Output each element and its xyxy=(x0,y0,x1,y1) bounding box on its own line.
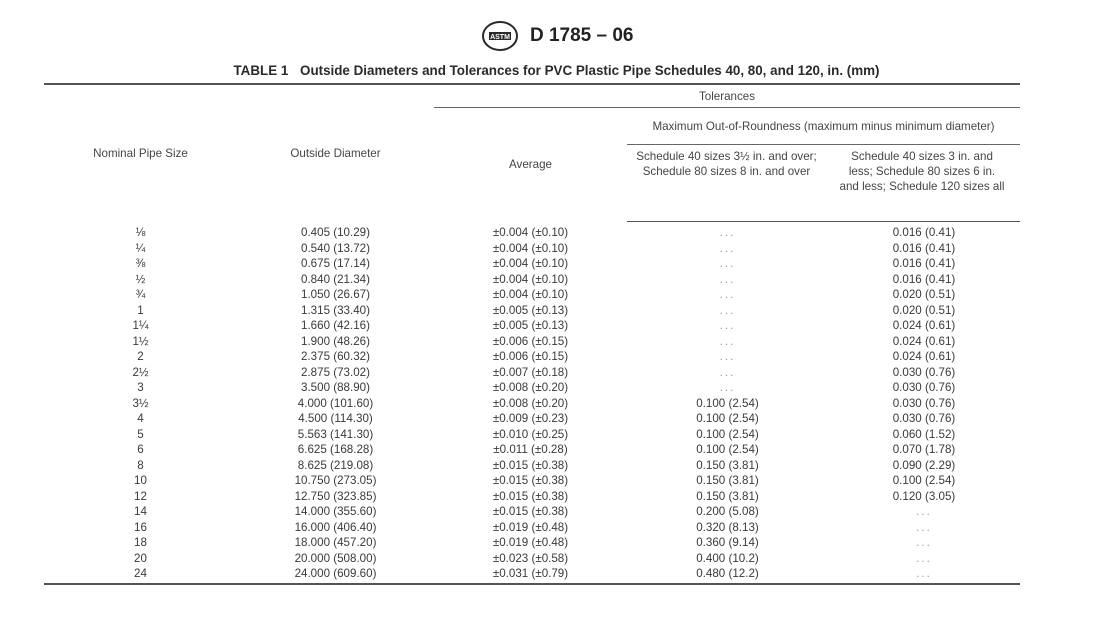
header-average: Average xyxy=(509,158,552,172)
cell-oor-schedule-small: 0.020 (0.51) xyxy=(892,303,956,317)
svg-text:ASTM: ASTM xyxy=(489,34,510,41)
cell-outside-diameter: 0.405 (10.29) xyxy=(301,226,370,239)
cell-nominal-size: ½ xyxy=(135,272,146,286)
cell-nominal-size: 1½ xyxy=(132,334,149,348)
cell-outside-diameter: 14.000 (355.60) xyxy=(294,505,377,519)
cell-oor-schedule-large: ... xyxy=(719,319,736,333)
table-row xyxy=(44,442,1020,458)
header-schedule-large: Schedule 40 sizes 3½ in. and over; Schedule 80 sizes 8 in. and over xyxy=(627,145,828,222)
cell-oor-schedule-large: 0.100 (2.54) xyxy=(696,443,759,457)
cell-oor-schedule-small: 0.030 (0.76) xyxy=(892,396,956,410)
table-row xyxy=(44,489,1020,505)
cell-oor-schedule-small: 0.060 (1.52) xyxy=(892,427,956,441)
table-row xyxy=(44,566,1020,584)
cell-outside-diameter: 2.875 (73.02) xyxy=(301,365,370,379)
cell-outside-diameter: 1.050 (26.67) xyxy=(301,288,370,302)
cell-outside-diameter: 4.000 (101.60) xyxy=(297,396,374,410)
cell-average-tolerance: ±0.023 (±0.58) xyxy=(492,551,569,565)
cell-average-tolerance: ±0.015 (±0.38) xyxy=(492,458,569,472)
cell-oor-schedule-large: ... xyxy=(719,272,736,286)
cell-oor-schedule-small: ... xyxy=(916,520,932,534)
table-row xyxy=(44,256,1020,272)
cell-nominal-size: 1¼ xyxy=(132,319,149,333)
cell-average-tolerance: ±0.008 (±0.20) xyxy=(492,396,569,410)
cell-oor-schedule-small: 0.070 (1.78) xyxy=(892,443,956,457)
table-title: Outside Diameters and Tolerances for PVC Plastic Pipe Schedules 40, 80, and 120, in. (mm) xyxy=(300,63,880,78)
astm-logo-icon xyxy=(480,20,520,52)
cell-average-tolerance: ±0.004 (±0.10) xyxy=(492,272,569,286)
cell-nominal-size: 3 xyxy=(137,381,144,395)
cell-oor-schedule-small: 0.090 (2.29) xyxy=(892,458,956,472)
cell-oor-schedule-large: ... xyxy=(719,288,736,302)
cell-average-tolerance: ±0.031 (±0.79) xyxy=(434,566,627,584)
cell-oor-schedule-small: 0.100 (2.54) xyxy=(892,474,956,488)
document-header xyxy=(0,20,1113,52)
cell-outside-diameter: 0.540 (13.72) xyxy=(301,241,370,255)
cell-oor-schedule-small: 0.030 (0.76) xyxy=(892,365,956,379)
table-body xyxy=(44,222,1020,584)
cell-oor-schedule-large: 0.100 (2.54) xyxy=(696,412,759,426)
cell-outside-diameter: 12.750 (323.85) xyxy=(294,489,377,503)
table-row xyxy=(44,396,1020,412)
cell-oor-schedule-small: 0.016 (0.41) xyxy=(892,272,956,286)
cell-nominal-size: 16 xyxy=(134,520,147,534)
cell-average-tolerance: ±0.019 (±0.48) xyxy=(492,536,569,550)
cell-nominal-size: 1 xyxy=(137,303,144,317)
table-row xyxy=(44,318,1020,334)
cell-oor-schedule-small: 0.024 (0.61) xyxy=(892,350,956,364)
cell-oor-schedule-small: ... xyxy=(916,551,932,565)
table-row xyxy=(44,458,1020,474)
cell-nominal-size: 2½ xyxy=(132,365,149,379)
cell-nominal-size: 3½ xyxy=(132,396,149,410)
pipe-dimensions-table xyxy=(44,83,1020,585)
cell-oor-schedule-large: 0.100 (2.54) xyxy=(696,427,759,441)
table-row xyxy=(44,272,1020,288)
cell-nominal-size: ⅛ xyxy=(135,226,146,239)
cell-oor-schedule-large: 0.400 (10.2) xyxy=(696,551,759,565)
table-row xyxy=(44,303,1020,319)
table-row xyxy=(44,520,1020,536)
cell-outside-diameter: 24.000 (609.60) xyxy=(237,566,434,584)
cell-average-tolerance: ±0.015 (±0.38) xyxy=(492,489,569,503)
cell-nominal-size: ⅜ xyxy=(135,257,146,271)
cell-oor-schedule-small: 0.016 (0.41) xyxy=(892,241,956,255)
cell-nominal-size: ¼ xyxy=(135,241,146,255)
cell-average-tolerance: ±0.015 (±0.38) xyxy=(492,474,569,488)
cell-oor-schedule-large: 0.150 (3.81) xyxy=(696,458,759,472)
cell-oor-schedule-large: ... xyxy=(719,365,736,379)
table-row xyxy=(44,427,1020,443)
cell-outside-diameter: 20.000 (508.00) xyxy=(294,551,377,565)
cell-oor-schedule-large: ... xyxy=(719,350,736,364)
table-row xyxy=(44,349,1020,365)
cell-average-tolerance: ±0.004 (±0.10) xyxy=(492,241,569,255)
cell-average-tolerance: ±0.008 (±0.20) xyxy=(492,381,569,395)
cell-oor-schedule-large: ... xyxy=(719,226,736,240)
cell-average-tolerance: ±0.015 (±0.38) xyxy=(492,505,569,519)
cell-outside-diameter: 0.840 (21.34) xyxy=(301,272,370,286)
table-caption xyxy=(0,63,1113,78)
cell-oor-schedule-large: 0.320 (8.13) xyxy=(696,520,759,534)
table-row xyxy=(44,535,1020,551)
cell-nominal-size: 24 xyxy=(44,566,237,584)
cell-oor-schedule-small: 0.024 (0.61) xyxy=(892,319,956,333)
cell-oor-schedule-small: 0.030 (0.76) xyxy=(892,381,956,395)
cell-oor-schedule-large: 0.200 (5.08) xyxy=(696,505,759,519)
cell-nominal-size: 8 xyxy=(137,458,144,472)
cell-oor-schedule-small: 0.030 (0.76) xyxy=(892,412,956,426)
cell-oor-schedule-small: ... xyxy=(828,566,1020,584)
cell-nominal-size: 4 xyxy=(137,412,144,426)
cell-outside-diameter: 2.375 (60.32) xyxy=(301,350,370,364)
table-row xyxy=(44,380,1020,396)
cell-oor-schedule-small: 0.120 (3.05) xyxy=(892,489,956,503)
table-row xyxy=(44,222,1020,241)
cell-nominal-size: 18 xyxy=(134,536,147,550)
cell-oor-schedule-small: 0.016 (0.41) xyxy=(892,226,956,240)
cell-oor-schedule-large: 0.360 (9.14) xyxy=(696,536,759,550)
cell-average-tolerance: ±0.005 (±0.13) xyxy=(492,303,569,317)
cell-oor-schedule-large: 0.480 (12.2) xyxy=(627,566,828,584)
cell-oor-schedule-large: 0.100 (2.54) xyxy=(696,396,759,410)
cell-outside-diameter: 10.750 (273.05) xyxy=(294,474,377,488)
header-outside-diameter: Outside Diameter xyxy=(237,84,434,222)
cell-nominal-size: 14 xyxy=(134,505,147,519)
cell-oor-schedule-large: 0.150 (3.81) xyxy=(696,489,759,503)
cell-oor-schedule-small: ... xyxy=(916,505,932,519)
cell-outside-diameter: 0.675 (17.14) xyxy=(301,257,370,271)
header-tolerances: Tolerances xyxy=(434,84,1020,108)
table-row xyxy=(44,411,1020,427)
cell-outside-diameter: 1.315 (33.40) xyxy=(301,303,370,317)
table-number: TABLE 1 xyxy=(233,63,289,78)
table-row xyxy=(44,551,1020,567)
cell-outside-diameter: 3.500 (88.90) xyxy=(301,381,370,395)
header-schedule-small: Schedule 40 sizes 3 in. and less; Schedule 80 sizes 6 in. and less; Schedule 120 sizes all xyxy=(828,145,1020,222)
cell-oor-schedule-large: ... xyxy=(719,303,736,317)
cell-outside-diameter: 18.000 (457.20) xyxy=(294,536,377,550)
cell-outside-diameter: 16.000 (406.40) xyxy=(294,520,377,534)
document-designation: D 1785 – 06 xyxy=(529,25,634,46)
cell-average-tolerance: ±0.005 (±0.13) xyxy=(492,319,569,333)
cell-oor-schedule-large: ... xyxy=(719,257,736,271)
cell-oor-schedule-small: 0.016 (0.41) xyxy=(892,257,956,271)
cell-average-tolerance: ±0.007 (±0.18) xyxy=(492,365,569,379)
table-row xyxy=(44,504,1020,520)
table-row xyxy=(44,473,1020,489)
cell-oor-schedule-large: ... xyxy=(719,381,736,395)
cell-average-tolerance: ±0.006 (±0.15) xyxy=(492,334,569,348)
cell-outside-diameter: 6.625 (168.28) xyxy=(297,443,374,457)
cell-average-tolerance: ±0.004 (±0.10) xyxy=(492,288,569,302)
cell-average-tolerance: ±0.006 (±0.15) xyxy=(492,350,569,364)
table-row xyxy=(44,241,1020,257)
cell-outside-diameter: 8.625 (219.08) xyxy=(297,458,374,472)
cell-outside-diameter: 5.563 (141.30) xyxy=(297,427,374,441)
cell-average-tolerance: ±0.011 (±0.28) xyxy=(493,443,568,457)
cell-outside-diameter: 4.500 (114.30) xyxy=(298,412,373,426)
cell-nominal-size: 20 xyxy=(134,551,147,565)
table-row xyxy=(44,365,1020,381)
cell-nominal-size: 5 xyxy=(137,427,144,441)
cell-average-tolerance: ±0.004 (±0.10) xyxy=(492,257,569,271)
header-nominal-pipe-size: Nominal Pipe Size xyxy=(44,84,237,222)
table-row xyxy=(44,334,1020,350)
cell-outside-diameter: 1.900 (48.26) xyxy=(301,334,370,348)
cell-average-tolerance: ±0.010 (±0.25) xyxy=(492,427,569,441)
cell-nominal-size: 10 xyxy=(134,474,147,488)
cell-oor-schedule-small: ... xyxy=(916,536,932,550)
cell-oor-schedule-small: 0.024 (0.61) xyxy=(892,334,956,348)
cell-oor-schedule-large: ... xyxy=(719,334,736,348)
cell-oor-schedule-large: 0.150 (3.81) xyxy=(696,474,759,488)
cell-nominal-size: 2 xyxy=(137,350,144,364)
cell-nominal-size: 12 xyxy=(134,489,147,503)
header-out-of-roundness: Maximum Out-of-Roundness (maximum minus minimum diameter) xyxy=(627,108,1020,145)
cell-average-tolerance: ±0.019 (±0.48) xyxy=(492,520,569,534)
cell-average-tolerance: ±0.009 (±0.23) xyxy=(492,412,569,426)
cell-nominal-size: 6 xyxy=(137,443,144,457)
table-row xyxy=(44,287,1020,303)
cell-outside-diameter: 1.660 (42.16) xyxy=(301,319,370,333)
cell-average-tolerance: ±0.004 (±0.10) xyxy=(492,226,569,239)
cell-oor-schedule-large: ... xyxy=(719,241,736,255)
cell-nominal-size: ¾ xyxy=(135,288,146,302)
cell-oor-schedule-small: 0.020 (0.51) xyxy=(892,288,956,302)
